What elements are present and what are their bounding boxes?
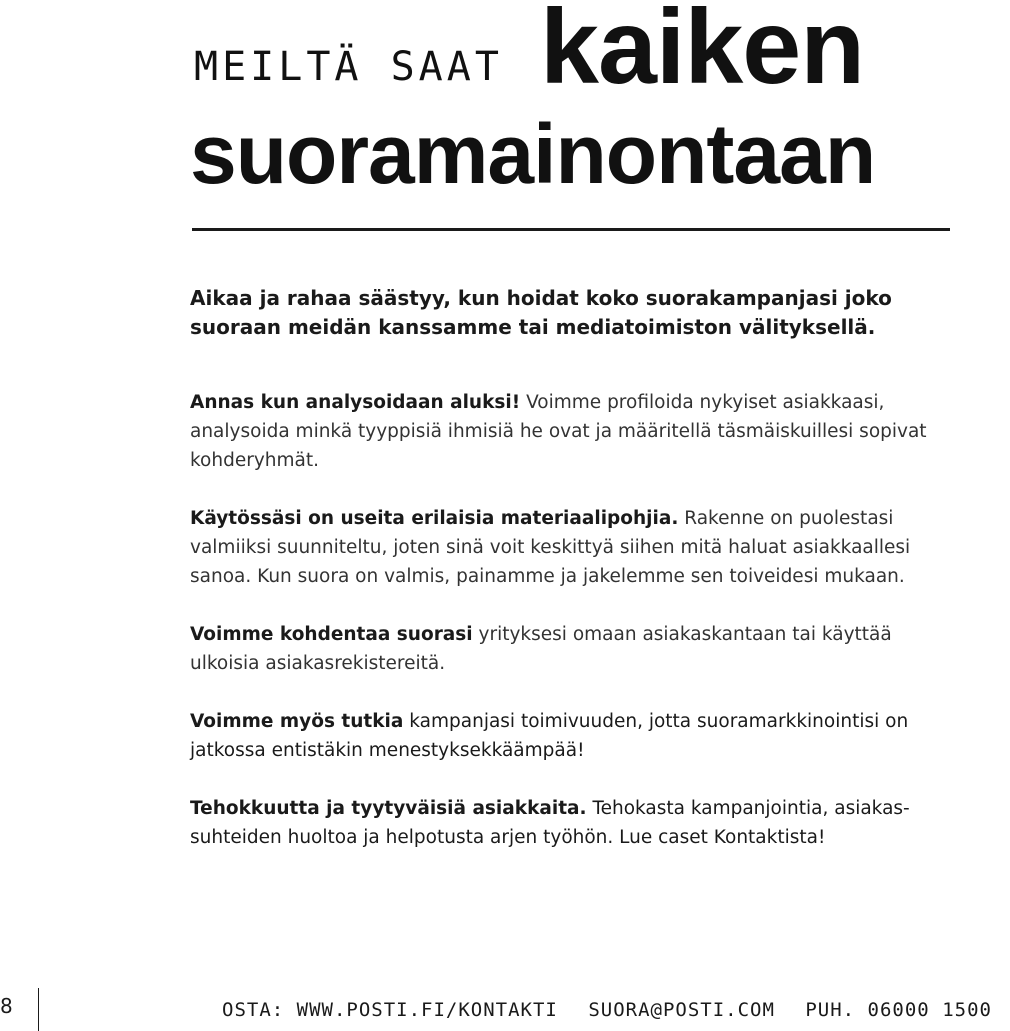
headline-second-line: suoramainontaan: [190, 107, 876, 201]
body-content: [190, 284, 950, 881]
paragraph-lead: Voimme myös tutkia: [190, 711, 404, 732]
paragraph-text: Voimme profiloida nykyiset asiakkaasi, analysoida minkä tyyppisiä ihmisiä he ovat ja määritellä täsmäiskuillesi sopivat kohderyhmät.: [190, 392, 927, 471]
footer-contacts: [222, 999, 1010, 1021]
paragraph-text: kampanjasi toimivuuden, jotta suoramarkkinointisi on jatkossa entistäkin menestyksekkäämpää!: [190, 711, 909, 761]
headline-big-word: kaiken: [540, 0, 865, 106]
paragraph-research: [190, 707, 950, 765]
intro-paragraph: Aikaa ja rahaa säästyy, kun hoidat koko suorakampanjasi joko suoraan meidän kanssamme tai mediatoimiston välityksellä.: [190, 286, 892, 339]
page-number: 8: [0, 994, 13, 1018]
paragraph-lead: Käytössäsi on useita erilaisia materiaalipohjia.: [190, 508, 679, 529]
paragraph-text: yrityksesi omaan asiakaskantaan tai käyttää ulkoisia asiakasrekistereitä.: [190, 624, 892, 674]
paragraph-lead: Tehokkuutta ja tyytyväisiä asiakkaita.: [190, 798, 587, 819]
headline-handwritten: MEILTÄ SAAT: [194, 44, 503, 90]
footer-email-link[interactable]: SUORA@POSTI.COM: [588, 999, 775, 1021]
paragraph-templates: [190, 504, 950, 591]
paragraph-targeting: [190, 620, 950, 678]
paragraph-analysis: [190, 388, 950, 475]
footer-divider: [38, 988, 39, 1031]
headline-divider: [192, 228, 950, 231]
paragraph-lead: Voimme kohdentaa suorasi: [190, 624, 473, 645]
paragraph-text: Tehokasta kampanjointia, asiakas-suhteiden huoltoa ja helpotusta arjen työhön. Lue caset Kontaktista!: [190, 798, 910, 848]
footer-phone[interactable]: PUH. 06000 1500: [805, 999, 992, 1021]
footer-order-link[interactable]: OSTA: WWW.POSTI.FI/KONTAKTI: [222, 999, 558, 1021]
paragraph-efficiency: [190, 794, 950, 852]
paragraph-text: Rakenne on puolestasi valmiiksi suunniteltu, joten sinä voit keskittyä siihen mitä haluat asiakkaallesi sanoa. Kun suora on valmis, painamme ja jakelemme sen toiveidesi mukaan.: [190, 508, 911, 587]
paragraph-lead: Annas kun analysoidaan aluksi!: [190, 392, 521, 413]
